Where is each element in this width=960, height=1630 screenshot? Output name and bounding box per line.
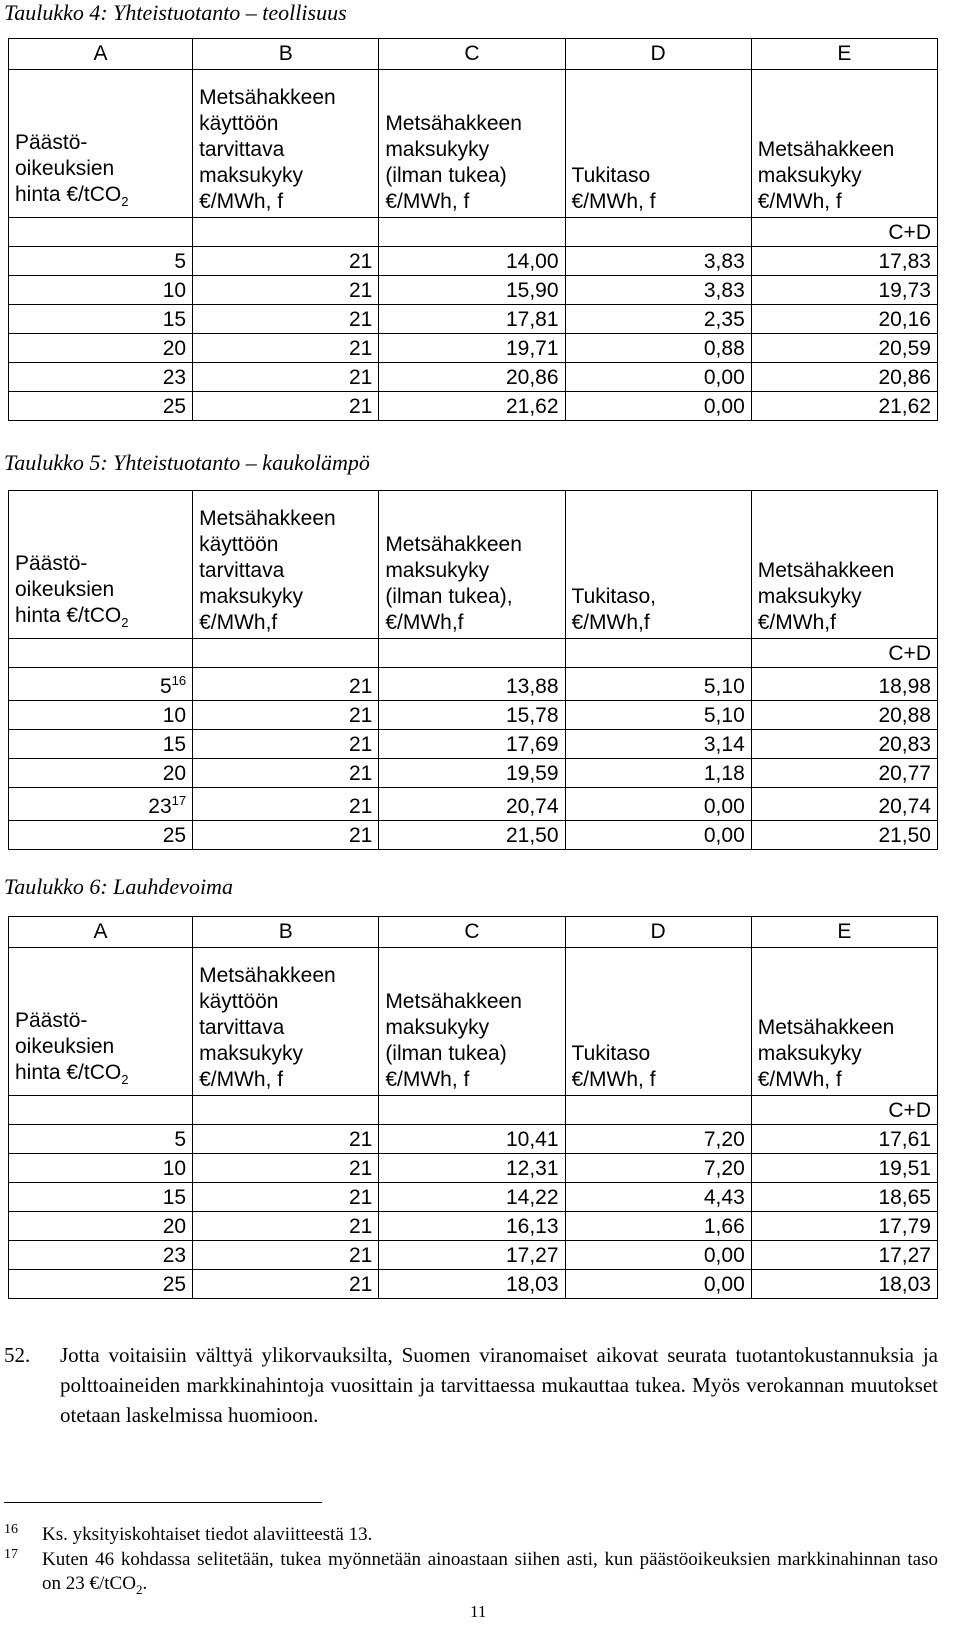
formula-row: [9, 218, 938, 247]
column-letter: D: [565, 39, 751, 70]
table-row: 10 21 15,78 5,10 20,88: [9, 701, 938, 730]
header-cell-without-aid: Metsähakkeen maksukyky (ilman tukea), €/MWh,f: [379, 491, 565, 639]
column-letters-row: [9, 917, 938, 948]
column-letter: A: [9, 39, 193, 70]
header-cell-total: Metsähakkeen maksukyky €/MWh,f: [751, 491, 937, 639]
footnote-ref[interactable]: 16: [171, 673, 187, 688]
table-row: 25 21 21,62 0,00 21,62: [9, 392, 938, 421]
data-table: [8, 916, 938, 1299]
formula-label: C+D: [751, 218, 937, 247]
paragraph-number: 52.: [4, 1343, 31, 1367]
table-row: 15 21 14,22 4,43 18,65: [9, 1183, 938, 1212]
formula-label: C+D: [751, 1096, 937, 1125]
table-row: $5^{16}$ 21 13,88 5,10 18,98: [9, 668, 938, 701]
column-letters-row: [9, 39, 938, 70]
table-caption: Taulukko 5: Yhteistuotanto – kaukolämpö: [4, 450, 370, 475]
header-row: [9, 491, 938, 639]
column-letter: B: [193, 39, 379, 70]
table-caption: Taulukko 6: Lauhdevoima: [4, 874, 233, 899]
header-cell-aid-level: Tukitaso €/MWh, f: [565, 948, 751, 1096]
table-row: 5 21 10,41 7,20 17,61: [9, 1125, 938, 1154]
table-row: 10 21 12,31 7,20 19,51: [9, 1154, 938, 1183]
column-letter: B: [193, 917, 379, 948]
column-letter: C: [379, 917, 565, 948]
header-cell-price: Päästö- oikeuksien hinta €/tCO$_2$: [9, 70, 193, 218]
footnote-mark: 17: [4, 1547, 18, 1562]
table-row: 20 21 19,71 0,88 20,59: [9, 334, 938, 363]
header-cell-required: Metsähakkeen käyttöön tarvittava maksukyky €/MWh,f: [193, 491, 379, 639]
table-row: 5 21 14,00 3,83 17,83: [9, 247, 938, 276]
footnote-mark: 16: [4, 1522, 18, 1537]
formula-row: [9, 639, 938, 668]
table-row: 20 21 19,59 1,18 20,77: [9, 759, 938, 788]
formula-label: C+D: [751, 639, 937, 668]
header-cell-price: Päästö- oikeuksien hinta €/tCO$_2$: [9, 491, 193, 639]
footnote-divider: [4, 1502, 322, 1503]
table-row: 23 21 17,27 0,00 17,27: [9, 1241, 938, 1270]
table-row: 15 21 17,69 3,14 20,83: [9, 730, 938, 759]
column-letter: E: [751, 917, 937, 948]
table-row: 15 21 17,81 2,35 20,16: [9, 305, 938, 334]
header-cell-price: Päästö- oikeuksien hinta €/tCO$_2$: [9, 948, 193, 1096]
header-cell-required: Metsähakkeen käyttöön tarvittava maksukyky €/MWh, f: [193, 70, 379, 218]
footnote-ref[interactable]: 17: [171, 793, 187, 808]
header-row: [9, 70, 938, 218]
header-cell-total: Metsähakkeen maksukyky €/MWh, f: [751, 70, 937, 218]
table-row: 25 21 21,50 0,00 21,50: [9, 821, 938, 850]
formula-row: [9, 1096, 938, 1125]
header-cell-total: Metsähakkeen maksukyky €/MWh, f: [751, 948, 937, 1096]
table-caption: Taulukko 4: Yhteistuotanto – teollisuus: [4, 0, 347, 25]
paragraph-text: Jotta voitaisiin välttyä ylikorvauksilta, Suomen viranomaiset aikovat seurata tuotantokustannuksia ja polttoaineiden markkinahintoja vuosittain ja tarvittaessa mukauttaa tukea. Myös verokannan muutokset otetaan laskelmissa huomioon.: [60, 1343, 938, 1427]
column-letter: A: [9, 917, 193, 948]
footnote-text: Kuten 46 kohdassa selitetään, tukea myönnetään ainoastaan siihen asti, kun päästöoikeuksien markkinahinnan taso on 23 €/tCO$_2$.: [42, 1549, 938, 1597]
header-cell-aid-level: Tukitaso €/MWh, f: [565, 70, 751, 218]
table-row: $23^{17}$ 21 20,74 0,00 20,74: [9, 788, 938, 821]
table-row: 23 21 20,86 0,00 20,86: [9, 363, 938, 392]
table-row: 10 21 15,90 3,83 19,73: [9, 276, 938, 305]
data-table: [8, 490, 938, 850]
header-cell-aid-level: Tukitaso, €/MWh,f: [565, 491, 751, 639]
column-letter: C: [379, 39, 565, 70]
table-row: 25 21 18,03 0,00 18,03: [9, 1270, 938, 1299]
header-cell-without-aid: Metsähakkeen maksukyky (ilman tukea) €/MWh, f: [379, 70, 565, 218]
page-number: 11: [470, 1602, 487, 1621]
header-cell-without-aid: Metsähakkeen maksukyky (ilman tukea) €/MWh, f: [379, 948, 565, 1096]
table-row: 20 21 16,13 1,66 17,79: [9, 1212, 938, 1241]
column-letter: E: [751, 39, 937, 70]
column-letter: D: [565, 917, 751, 948]
header-cell-required: Metsähakkeen käyttöön tarvittava maksukyky €/MWh, f: [193, 948, 379, 1096]
header-row: [9, 948, 938, 1096]
footnote-text: Ks. yksityiskohtaiset tiedot alaviitteestä 13.: [42, 1524, 373, 1545]
data-table: [8, 38, 938, 421]
